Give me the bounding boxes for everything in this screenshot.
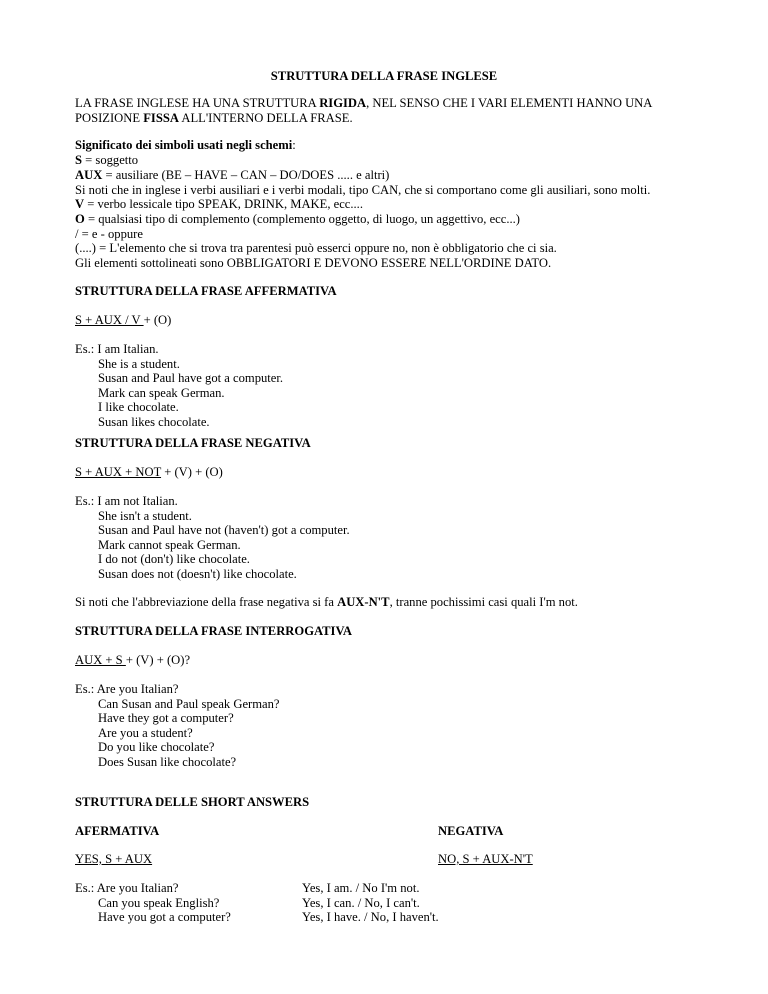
symbol-slash: / = e - oppure <box>75 227 143 241</box>
examples-affermativa <box>75 342 283 430</box>
example-item: Susan likes chocolate. <box>98 414 210 429</box>
formula-interrogativa: AUX + S + (V) + (O)? <box>75 653 191 667</box>
example-item: Can you speak English? <box>98 895 220 910</box>
formula-negativa: S + AUX + NOT + (V) + (O) <box>75 465 223 479</box>
answer-item: Yes, I am. / No I'm not. <box>302 881 420 895</box>
short-answer-responses <box>302 881 439 925</box>
short-answer-questions <box>75 881 231 925</box>
example-item: Mark cannot speak German. <box>98 537 241 552</box>
section-heading-interrogativa: STRUTTURA DELLA FRASE INTERROGATIVA <box>75 624 353 638</box>
examples-negativa <box>75 494 350 582</box>
example-item: Susan and Paul have got a computer. <box>98 371 284 386</box>
example-item: Does Susan like chocolate? <box>98 754 237 769</box>
example-item: Susan does not (doesn't) like chocolate. <box>98 566 297 581</box>
symbols-heading: Significato dei simboli usati negli schemi: <box>75 138 296 152</box>
example-item: Have they got a computer? <box>98 711 234 726</box>
answer-item: Yes, I have. / No, I haven't. <box>302 910 439 925</box>
example-item: I do not (don't) like chocolate. <box>98 552 250 567</box>
symbol-paren: (....) = L'elemento che si trova tra parentesi può esserci oppure no, non è obbligatorio che ci sia. <box>75 241 557 255</box>
example-item: Es.: I am not Italian. <box>75 494 178 508</box>
section-heading-negativa: STRUTTURA DELLA FRASE NEGATIVA <box>75 436 311 450</box>
example-item: Es.: I am Italian. <box>75 342 159 356</box>
note-underline: Gli elementi sottolineati sono OBBLIGATORI E DEVONO ESSERE NELL'ORDINE DATO. <box>75 256 552 270</box>
example-item: Es.: Are you Italian? <box>75 682 179 696</box>
example-item: Can Susan and Paul speak German? <box>98 696 280 711</box>
intro-line-1: LA FRASE INGLESE HA UNA STRUTTURA RIGIDA, NEL SENSO CHE I VARI ELEMENTI HANNO UNA <box>75 96 653 110</box>
example-item: Have you got a computer? <box>98 910 231 925</box>
intro-line-2: POSIZIONE FISSA ALL'INTERNO DELLA FRASE. <box>75 111 353 125</box>
page-title: STRUTTURA DELLA FRASE INGLESE <box>270 69 498 83</box>
symbol-v: V = verbo lessicale tipo SPEAK, DRINK, MAKE, ecc.... <box>75 197 363 211</box>
symbol-s: S = soggetto <box>75 153 139 167</box>
examples-interrogativa <box>75 682 280 770</box>
example-item: Mark can speak German. <box>98 385 225 400</box>
example-item: She isn't a student. <box>98 508 192 523</box>
note-aux: Si noti che in inglese i verbi ausiliari e i verbi modali, tipo CAN, che si comportano come gli ausiliari, sono molti. <box>75 183 651 197</box>
formula-short-affermativa: YES, S + AUX <box>75 852 153 866</box>
example-item: Es.: Are you Italian? <box>75 881 179 895</box>
example-item: Do you like chocolate? <box>98 740 215 755</box>
column-heading-negativa: NEGATIVA <box>438 824 504 838</box>
symbol-aux: AUX = ausiliare (BE – HAVE – CAN – DO/DOES ..... e altri) <box>75 168 390 182</box>
formula-affermativa: S + AUX / V + (O) <box>75 313 172 327</box>
answer-item: Yes, I can. / No, I can't. <box>302 895 420 910</box>
section-heading-affermativa: STRUTTURA DELLA FRASE AFFERMATIVA <box>75 284 337 298</box>
column-heading-affermativa: AFERMATIVA <box>75 824 160 838</box>
formula-short-negativa: NO, S + AUX-N'T <box>438 852 533 866</box>
symbol-o: O = qualsiasi tipo di complemento (complemento oggetto, di luogo, un aggettivo, ecc...) <box>75 212 520 226</box>
note-negativa: Si noti che l'abbreviazione della frase negativa si fa AUX-N'T, tranne pochissimi casi quali I'm not. <box>75 595 578 609</box>
example-item: Are you a student? <box>98 725 193 740</box>
example-item: Susan and Paul have not (haven't) got a computer. <box>98 523 350 538</box>
section-heading-short-answers: STRUTTURA DELLE SHORT ANSWERS <box>75 795 310 809</box>
example-item: I like chocolate. <box>98 400 179 415</box>
example-item: She is a student. <box>98 356 180 371</box>
